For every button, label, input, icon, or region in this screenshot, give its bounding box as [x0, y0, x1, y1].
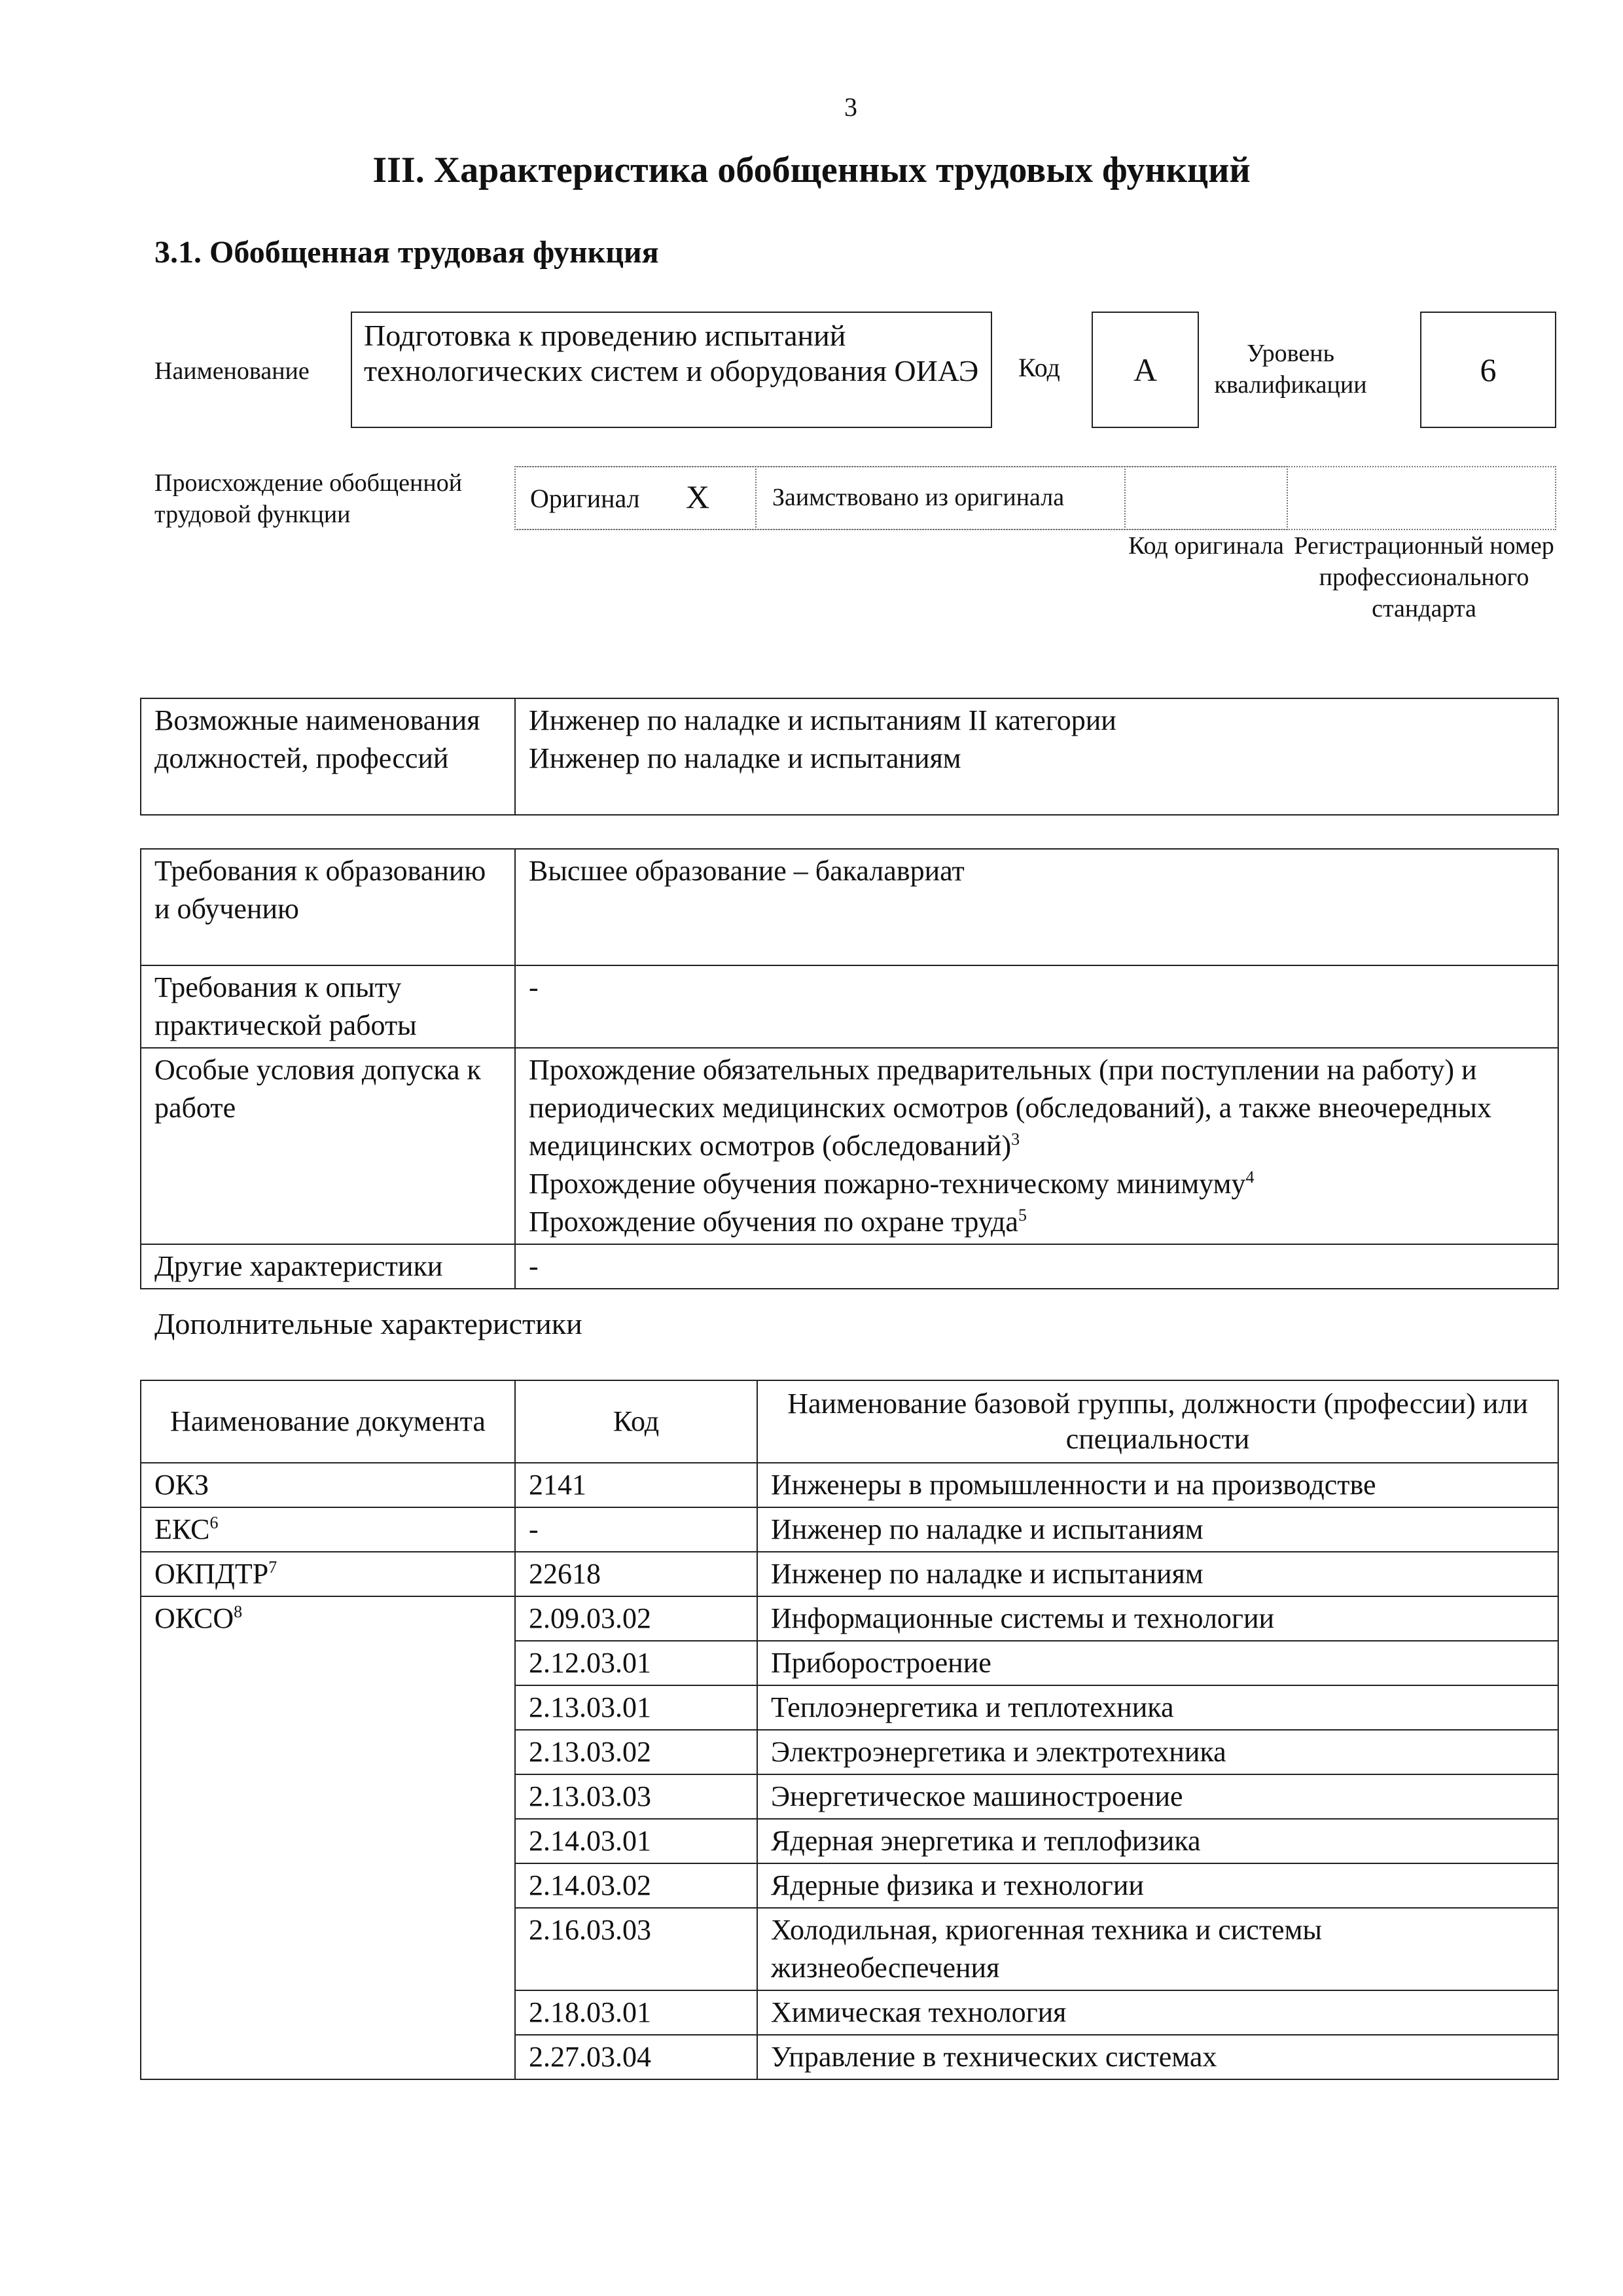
doc-code: - — [515, 1507, 757, 1552]
okso-code: 2.09.03.02 — [515, 1596, 757, 1641]
okso-code: 2.18.03.01 — [515, 1990, 757, 2035]
table-row — [141, 1463, 1558, 1507]
positions-table — [140, 698, 1559, 816]
page-number: 3 — [844, 92, 857, 122]
okso-name: Химическая технология — [757, 1990, 1558, 2035]
footnote-mark: 4 — [1245, 1168, 1255, 1187]
other-value: - — [515, 1244, 1558, 1289]
original-label: Оригинал — [530, 484, 640, 513]
experience-label: Требования к опыту практической работы — [141, 965, 515, 1048]
original-code-cell — [1124, 466, 1288, 530]
okso-code: 2.27.03.04 — [515, 2035, 757, 2079]
doc-name: ОКСО — [154, 1602, 234, 1634]
footnote-mark: 5 — [1018, 1206, 1027, 1225]
doc-group-name: Инженеры в промышленности и на производстве — [757, 1463, 1558, 1507]
okso-code: 2.16.03.03 — [515, 1908, 757, 1990]
doc-name: ЕКС — [154, 1513, 210, 1545]
okso-name: Ядерные физика и технологии — [757, 1863, 1558, 1908]
education-value: Высшее образование – бакалавриат — [515, 849, 1558, 965]
okso-code: 2.13.03.01 — [515, 1685, 757, 1730]
okso-name: Холодильная, криогенная техника и системы жизнеобеспечения — [757, 1908, 1558, 1990]
doc-name: ОКЗ — [154, 1469, 209, 1501]
okso-code: 2.12.03.01 — [515, 1641, 757, 1685]
name-label: Наименование — [154, 357, 310, 385]
other-label: Другие характеристики — [141, 1244, 515, 1289]
doc-group-name: Инженер по наладке и испытаниям — [757, 1507, 1558, 1552]
footnote-mark: 3 — [1011, 1130, 1020, 1149]
footnote-mark: 7 — [268, 1558, 277, 1577]
doc-code: 22618 — [515, 1552, 757, 1596]
admission-line: Прохождение обязательных предварительных (при поступлении на работу) и периодических медицинских осмотров (обследований), а также внеочередных медицинских осмотров (обследований) — [529, 1054, 1491, 1162]
positions-label: Возможные наименования должностей, профессий — [141, 698, 515, 815]
table-row — [141, 1552, 1558, 1596]
additional-table — [140, 1380, 1559, 2080]
admission-label: Особые условия допуска к работе — [141, 1048, 515, 1244]
doc-code: 2141 — [515, 1463, 757, 1507]
admission-line: Прохождение обучения по охране труда — [529, 1206, 1018, 1238]
okso-name: Электроэнергетика и электротехника — [757, 1730, 1558, 1774]
okso-code: 2.14.03.02 — [515, 1863, 757, 1908]
doc-group-name: Инженер по наладке и испытаниям — [757, 1552, 1558, 1596]
position-item: Инженер по наладке и испытаниям — [529, 742, 961, 774]
okso-code: 2.13.03.02 — [515, 1730, 757, 1774]
admission-line: Прохождение обучения пожарно-техническому минимуму — [529, 1168, 1246, 1200]
okso-name: Энергетическое машиностроение — [757, 1774, 1558, 1819]
okso-code: 2.13.03.03 — [515, 1774, 757, 1819]
origin-label: Происхождение обобщенной трудовой функции — [154, 469, 463, 528]
admission-values — [515, 1048, 1558, 1244]
okso-name: Управление в технических системах — [757, 2035, 1558, 2079]
header-document: Наименование документа — [141, 1380, 515, 1463]
section-title: III. Характеристика обобщенных трудовых функций — [372, 150, 1251, 190]
footnote-mark: 6 — [209, 1513, 219, 1532]
borrowed-label: Заимствовано из оригинала — [772, 484, 1065, 511]
requirements-table — [140, 848, 1559, 1289]
okso-code: 2.14.03.01 — [515, 1819, 757, 1863]
level-label: Уровень квалификации — [1214, 340, 1367, 399]
okso-name: Ядерная энергетика и теплофизика — [757, 1819, 1558, 1863]
positions-values — [515, 698, 1558, 815]
code-label: Код — [1018, 353, 1060, 382]
additional-title: Дополнительные характеристики — [154, 1307, 582, 1340]
okso-name: Приборостроение — [757, 1641, 1558, 1685]
experience-value: - — [515, 965, 1558, 1048]
code-value: А — [1092, 312, 1199, 428]
original-code-caption: Код оригинала — [1128, 532, 1284, 560]
footnote-mark: 8 — [234, 1602, 243, 1621]
level-value: 6 — [1420, 312, 1556, 428]
okso-name: Теплоэнергетика и теплотехника — [757, 1685, 1558, 1730]
education-label: Требования к образованию и обучению — [141, 849, 515, 965]
registration-caption: Регистрационный номер профессионального стандарта — [1294, 532, 1554, 622]
okso-name: Информационные системы и технологии — [757, 1596, 1558, 1641]
table-row — [141, 1507, 1558, 1552]
header-code: Код — [515, 1380, 757, 1463]
original-mark: Х — [686, 478, 710, 515]
table-row — [141, 1596, 1558, 1641]
header-group: Наименование базовой группы, должности (профессии) или специальности — [757, 1380, 1558, 1463]
doc-name: ОКПДТР — [154, 1558, 269, 1590]
subsection-title: 3.1. Обобщенная трудовая функция — [154, 235, 659, 270]
name-value: Подготовка к проведению испытаний технологических систем и оборудования ОИАЭ — [351, 312, 992, 428]
position-item: Инженер по наладке и испытаниям II категории — [529, 704, 1116, 736]
